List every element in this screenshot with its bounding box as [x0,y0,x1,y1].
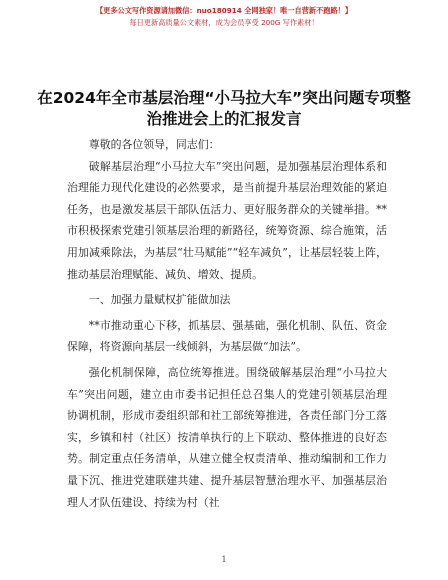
paragraph-intro: 破解基层治理“小马拉大车”突出问题，是加强基层治理体系和治理能力现代化建设的必然要求，是当前提升基层治理效能的紧迫任务，也是激发基层干部队伍活力、更好服务群众的关键举措。**市积极探索党建引领基层治理的新路径，统筹资源、综合施策，活用加减乘除法，为基层“壮马赋能”“轻车减负”，让基层轻装上阵，推动基层治理赋能、减负、增效、提质。 [67,159,387,281]
paragraph-section-1-intro: **市推动重心下移，抓基层、强基础，强化机制、队伍、资金保障，将资源向基层一线倾斜，为基层做“加法”。 [67,318,387,354]
page-number: 1 [221,555,227,564]
promo-line-1: 【更多公文写作资源请加微信：nuo180914 全网独家！唯一自营新不跑路！】 [95,6,353,15]
promo-notice [0,5,448,29]
greeting: 尊敬的各位领导，同志们： [88,138,220,151]
document-title: 在2024年全市基层治理“小马拉大车”突出问题专项整治推进会上的汇报发言 [37,89,411,128]
paragraph-mechanism: 强化机制保障，高位统筹推进。围绕破解基层治理“小马拉大车”突出问题，建立由市委书记担任总召集人的党建引领基层治理协调机制，形成市委组织部和社工部统筹推进，各责任部门分工落实，乡镇和村（社区）按清单执行的上下联动、整体推进的良好态势。制定重点任务清单，从建立健全权责清单、推动编制和工作力量下沉、推进党建联建共建、提升基层智慧治理水平、加强基层治理人才队伍建设、持续为村（社 [67,365,387,509]
document-body [67,134,387,513]
section-heading-1: 一、加强力量赋权扩能做加法 [88,293,231,307]
promo-line-2: 每日更新高质量公文素材，成为会员享受 200G 写作素材！ [129,18,319,27]
